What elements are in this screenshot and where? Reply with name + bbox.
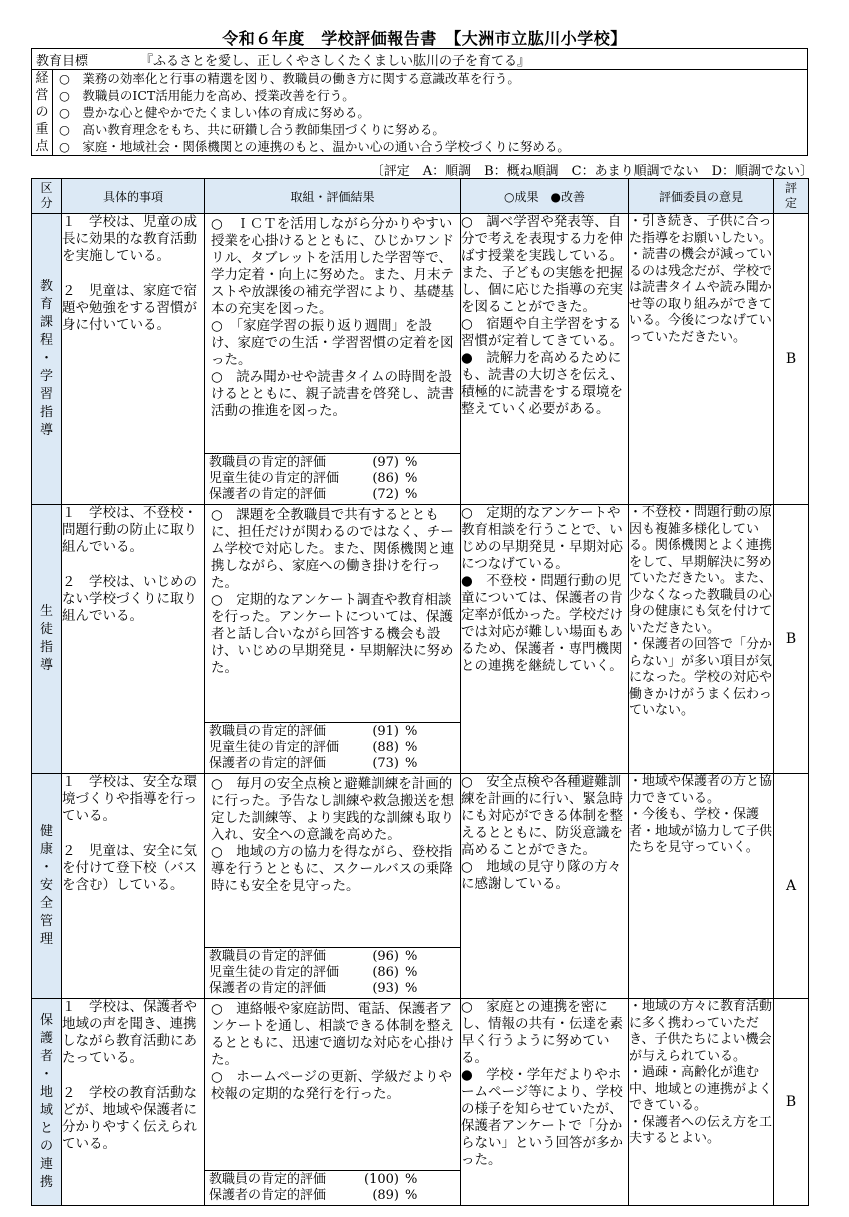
rating-unit: % (405, 740, 418, 755)
category-char: と (39, 1121, 53, 1136)
rating-value: (96) (372, 949, 399, 964)
rating-label: 児童生徒の肯定的評価 (209, 965, 340, 980)
goals-box (31, 48, 808, 156)
rating-unit: % (405, 487, 418, 502)
rating-row (209, 1188, 456, 1204)
category-char: 健 (39, 824, 53, 839)
category-char: 携 (39, 1175, 53, 1190)
category-cell (32, 214, 62, 505)
category-label (32, 603, 61, 675)
page-title: 令和６年度 学校評価報告書 【大洲市立肱川小学校】 (222, 29, 627, 48)
category-char: 安 (39, 878, 53, 893)
rating-unit: % (405, 981, 418, 996)
result-item: ○ ＩＣＴを活用しながら分かりやすい授業を心掛けるとともに、ひじかワンドリル、タブレットを活用した学習等で、学力定着・向上に努めた。また、月末テストや放課後の補充学習により、基礎基本の充実を図った。 (211, 216, 454, 317)
category-char: 保 (39, 1013, 53, 1028)
rating-label: 教職員の肯定的評価 (209, 724, 327, 739)
outcome-cell (461, 774, 629, 999)
category-char: 康 (39, 842, 53, 857)
rating-label: 保護者の肯定的評価 (209, 756, 327, 771)
header-grade: 評 定 (774, 179, 809, 214)
management-item: ○ 高い教育理念をもち、共に研鑽し合う教師集団づくりに努める。 (59, 122, 445, 137)
outcome-cell (461, 505, 629, 774)
management-label-char: 重 (35, 121, 49, 137)
results-cell (205, 505, 461, 774)
rating-row (209, 471, 456, 487)
result-item: ○ 連絡帳や家庭訪問、電話、保護者アンケートを通し、相談できる体制を整えるとともに、迅速で適切な対応を心掛けた。 (211, 1001, 454, 1068)
category-char: 導 (39, 658, 53, 673)
results-text (205, 999, 460, 1105)
rating-value: (72) (372, 487, 399, 502)
results-cell (205, 774, 461, 999)
table-row (32, 505, 809, 774)
table-row (32, 999, 809, 1206)
category-char: 理 (39, 932, 53, 947)
rating-row (209, 455, 456, 471)
ratings-box (205, 722, 460, 773)
item-text: １ 学校は、安全な環境づくりや指導を行っている。 (62, 774, 197, 824)
opinion-cell (629, 214, 774, 505)
rating-label: 保護者の肯定的評価 (209, 981, 327, 996)
outcome-item: ○ 家庭との連携を密にし、情報の共有・伝達を素早く行うように努めている。 (461, 999, 623, 1066)
rating-row (209, 724, 456, 740)
rating-row (209, 487, 456, 503)
management-label-char: の (35, 104, 49, 120)
rating-value: (91) (372, 724, 399, 739)
opinion-item: ・今後も、学校・保護者・地域が協力して子供たちを見守っていく。 (629, 807, 773, 855)
rating-row (209, 756, 456, 772)
category-char: 育 (39, 297, 53, 312)
opinion-item: ・引き続き、子供に合った指導をお願いしたい。 (629, 214, 773, 246)
result-item: ○ 毎月の安全点検と避難訓練を計画的に行った。予告なし訓練や救急搬送を想定した訓練等、より実践的な訓練も取り入れ、安全への意識を高めた。 (211, 776, 454, 843)
education-goal-row (32, 49, 807, 70)
item-text: ２ 児童は、家庭で宿題や勉強をする習慣が身に付いている。 (62, 283, 197, 333)
rating-value: (97) (372, 455, 399, 470)
grade-cell: B (774, 214, 809, 505)
rating-row (209, 949, 456, 965)
item-text: ２ 学校の教育活動などが、地域や保護者に分かりやすく伝えられている。 (62, 1085, 197, 1152)
grade-cell: A (774, 774, 809, 999)
outcome-item: ● 読解力を高めるためにも、読書の大切さを伝え、積極的に読書をする環境を整えていく必要がある。 (461, 350, 624, 417)
rating-label: 教職員の肯定的評価 (209, 949, 327, 964)
outcome-item: ○ 調べ学習や発表等、自分で考えを表現する力を伸ばす授業を実践している。また、子どもの実態を把握し、個に応じた指導の充実を図ることができた。 (461, 214, 623, 315)
category-char: 学 (39, 369, 53, 384)
table-row (32, 214, 809, 505)
category-char: ・ (39, 351, 53, 366)
management-label (32, 70, 53, 155)
opinion-item: ・過疎・高齢化が進む中、地域との連携がよくできている。 (629, 1065, 773, 1113)
rating-label: 保護者の肯定的評価 (209, 487, 327, 502)
items-cell (62, 999, 205, 1206)
category-char: 課 (39, 315, 53, 330)
category-char: 指 (39, 405, 53, 420)
opinion-cell (629, 999, 774, 1206)
category-char: 導 (39, 423, 53, 438)
opinion-item: ・地域の方々に教育活動に多く携わっていただき、子供たちによい機会が与えられている。 (629, 999, 773, 1064)
rating-unit: % (405, 756, 418, 771)
category-char: 管 (39, 914, 53, 929)
category-char: 連 (39, 1157, 53, 1172)
category-label (32, 1012, 61, 1192)
category-char: 教 (39, 279, 53, 294)
category-char: 習 (39, 387, 53, 402)
rating-row (209, 1172, 456, 1188)
header-outcome: ○成果 ●改善 (461, 179, 629, 214)
item-text: １ 学校は、児童の成長に効果的な教育活動を実施している。 (62, 214, 197, 264)
opinion-cell (629, 505, 774, 774)
header-items: 具体的事項 (62, 179, 205, 214)
result-item: ○ 読み聞かせや読書タイムの時間を設けるとともに、親子読書を啓発し、読書活動の推進を図った。 (211, 369, 454, 419)
education-goal-label: 教育目標 (36, 53, 89, 69)
opinion-item: ・保護者の回答で「分からない」が多い項目が気になった。学校の対応や働きかけがうまく伝わっていない。 (629, 637, 773, 718)
category-char: 護 (39, 1031, 53, 1046)
management-priorities (32, 70, 807, 155)
opinion-item: ・地域や保護者の方と協力できている。 (629, 774, 773, 806)
outcome-item: ● 学校・学年だよりやホームページ等により、学校の様子を知らせていたが、保護者アンケートで「分からない」という回答が多かった。 (461, 1067, 623, 1168)
table-header-row (32, 179, 809, 214)
management-label-char: 営 (35, 87, 49, 103)
category-char: 徒 (39, 622, 53, 637)
items-cell (62, 214, 205, 505)
category-char: 者 (39, 1049, 53, 1064)
header-kubun: 区 分 (32, 179, 62, 214)
category-char: 生 (39, 604, 53, 619)
result-item: ○ 課題を全教職員で共有するとともに、担任だけが関わるのではなく、チーム学校で対応した。また、関係機関と連携しながら、家庭への働き掛けを行った。 (211, 507, 454, 591)
outcome-item: ○ 地域の見守り隊の方々に感謝している。 (461, 859, 622, 892)
result-item: ○ 定期的なアンケート調査や教育相談を行った。アンケートについては、保護者と話し合いながら回答する機会も設け、いじめの早期発見・早期解決に努めた。 (211, 592, 454, 676)
item-text: ２ 児童は、安全に気を付けて登下校（バスを含む）している。 (62, 843, 197, 893)
item-text: １ 学校は、保護者や地域の声を聞き、連携しながら教育活動にあたっている。 (62, 999, 197, 1066)
rating-label: 児童生徒の肯定的評価 (209, 740, 340, 755)
category-label (32, 823, 61, 949)
opinion-item: ・不登校・問題行動の原因も複雑多様化している。関係機関とよく連携をして、早期解決に努めていただきたい。また、少なくなった教職員の心身の健康にも気を付けていただきたい。 (629, 505, 773, 636)
result-item: ○ ホームページの更新、学級だよりや校報の定期的な発行を行った。 (211, 1069, 453, 1102)
management-item: ○ 豊かな心と健やかでたくましい体の育成に努める。 (59, 105, 370, 120)
category-char: 域 (39, 1103, 53, 1118)
rating-value: (86) (372, 471, 399, 486)
ratings-box (205, 947, 460, 998)
rating-unit: % (405, 1172, 418, 1187)
outcome-item: ○ 定期的なアンケートや教育相談を行うことで、いじめの早期発見・早期対応につなげている。 (461, 505, 623, 572)
category-cell (32, 505, 62, 774)
rating-label: 教職員の肯定的評価 (209, 455, 327, 470)
category-char: ・ (39, 860, 53, 875)
items-cell (62, 505, 205, 774)
rating-value: (93) (372, 981, 399, 996)
rating-unit: % (405, 471, 418, 486)
ratings-box (205, 453, 460, 504)
category-char: ・ (39, 1067, 53, 1082)
item-text: ２ 学校は、いじめのない学校づくりに取り組んでいる。 (62, 574, 197, 624)
grade-cell: B (774, 999, 809, 1206)
management-label-char: 点 (35, 138, 49, 154)
rating-label: 保護者の肯定的評価 (209, 1188, 327, 1203)
rating-value: (88) (372, 740, 399, 755)
rating-label: 教職員の肯定的評価 (209, 1172, 327, 1187)
management-label-char: 経 (35, 70, 49, 86)
results-cell (205, 999, 461, 1206)
ratings-box (205, 1170, 460, 1205)
grade-cell: B (774, 505, 809, 774)
item-text: １ 学校は、不登校・問題行動の防止に取り組んでいる。 (62, 505, 197, 555)
category-label (32, 278, 61, 440)
rating-value: (89) (372, 1188, 399, 1203)
category-cell (32, 999, 62, 1206)
result-item: ○ 地域の方の協力を得ながら、登校指導を行うとともに、スクールバスの乗降時にも安全を見守った。 (211, 844, 453, 894)
category-char: 地 (39, 1085, 53, 1100)
education-goal-text: 『ふるさとを愛し、正しくやさしくたくましい肱川の子を育てる』 (140, 53, 531, 69)
opinion-item: ・読書の機会が減っているのは残念だが、学校では読書タイムや読み聞かせ等の取り組みができている。今後につなげていっていただきたい。 (629, 247, 773, 345)
rating-value: (86) (372, 965, 399, 980)
opinion-cell (629, 774, 774, 999)
outcome-cell (461, 214, 629, 505)
outcome-item: ○ 安全点検や各種避難訓練を計画的に行い、緊急時にも対応ができる体制を整えるとともに、防災意識を高めることができた。 (461, 774, 623, 858)
header-opinion: 評価委員の意見 (629, 179, 774, 214)
items-cell (62, 774, 205, 999)
category-char: 程 (39, 333, 53, 348)
results-text (205, 505, 460, 679)
header-results: 取組・評価結果 (205, 179, 461, 214)
category-cell (32, 774, 62, 999)
evaluation-table (31, 178, 809, 1206)
category-char: 指 (39, 640, 53, 655)
management-item: ○ 家庭・地域社会・関係機関との連携のもと、温かい心の通い合う学校づくりに努める。 (59, 139, 570, 154)
results-text (205, 214, 460, 422)
outcome-item: ● 不登校・問題行動の児童については、保護者の肯定率が低かった。学校だけでは対応が難しい場面もあるため、保護者・専門機関との連携を継続していく。 (461, 573, 623, 674)
rating-unit: % (405, 455, 418, 470)
opinion-item: ・保護者への伝え方を工夫するとよい。 (629, 1114, 773, 1146)
table-row (32, 774, 809, 999)
category-char: 全 (39, 896, 53, 911)
results-cell (205, 214, 461, 505)
rating-row (209, 740, 456, 756)
rating-unit: % (405, 1188, 418, 1203)
evaluation-key: 〔評定 A：順調 B：概ね順調 C：あまり順調でない D：順調でない〕 (370, 164, 813, 179)
outcome-item: ○ 宿題や自主学習をする習慣が定着してきている。 (461, 316, 623, 349)
rating-row (209, 965, 456, 981)
rating-label: 児童生徒の肯定的評価 (209, 471, 340, 486)
rating-row (209, 981, 456, 997)
management-items (53, 70, 807, 155)
rating-value: (100) (364, 1172, 399, 1187)
rating-value: (73) (372, 756, 399, 771)
rating-unit: % (405, 949, 418, 964)
results-text (205, 774, 460, 897)
rating-unit: % (405, 724, 418, 739)
result-item: ○ 「家庭学習の振り返り週間」を設け、家庭での生活・学習習慣の定着を図った。 (211, 318, 454, 368)
outcome-cell (461, 999, 629, 1206)
category-char: の (39, 1139, 53, 1154)
management-item: ○ 業務の効率化と行事の精選を図り、教職員の働き方に関する意識改革を行う。 (59, 71, 520, 86)
management-item: ○ 教職員のICT活用能力を高め、授業改善を行う。 (59, 88, 355, 103)
rating-unit: % (405, 965, 418, 980)
